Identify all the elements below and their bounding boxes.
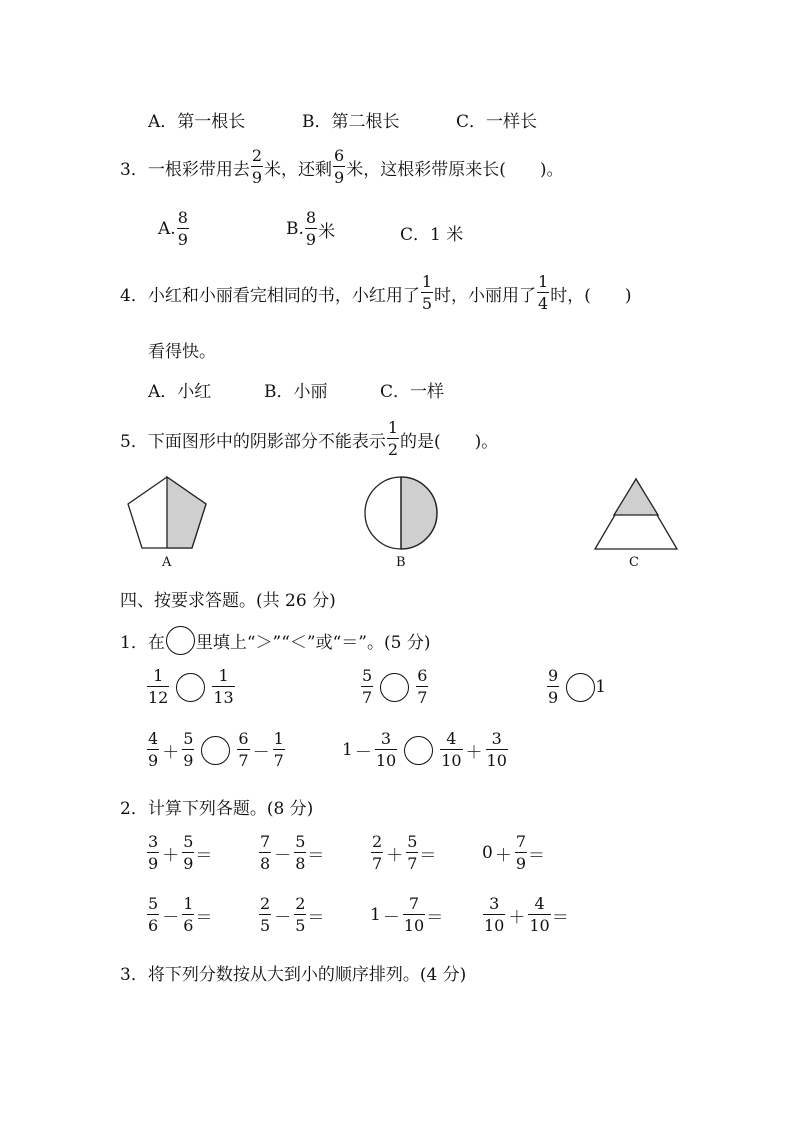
fraction: $\frac{6}{9}$: [334, 146, 345, 187]
calc-1-1: $\frac{3}{9}$ ＋ $\frac{5}{9}$ ＝: [148, 832, 213, 873]
compare-3: $\frac{9}{9}$ 1: [548, 666, 607, 707]
label-c: C: [629, 555, 639, 570]
question-number: 3．: [120, 159, 148, 180]
q4-option-c: C．一样: [380, 382, 445, 402]
q3-option-c: C．1 米: [400, 225, 464, 245]
q3-option-a: A. $\frac{8}{9}$: [158, 208, 188, 249]
compare-2: $\frac{5}{7}$ $\frac{6}{7}$: [362, 666, 428, 707]
calc-1-2: $\frac{7}{8}$ － $\frac{5}{8}$ ＝: [260, 832, 325, 873]
answer-circle-icon: [166, 626, 195, 655]
q2-option-b: B．第二根长: [302, 112, 400, 132]
question-number: 1．: [120, 633, 148, 653]
answer-circle-icon[interactable]: [404, 736, 433, 765]
answer-circle-icon[interactable]: [380, 673, 409, 702]
calc-2-1: $\frac{5}{6}$ － $\frac{1}{6}$ ＝: [148, 894, 213, 935]
question-5: 5． 下面图形中的阴影部分不能表示 $\frac{1}{2}$ 的是( )。: [120, 418, 499, 459]
question-number: 5．: [120, 431, 148, 452]
compare-1: $\frac{1}{12}$ $\frac{1}{13}$: [148, 666, 234, 707]
question-3: 3． 一根彩带用去 $\frac{2}{9}$ 米，还剩 $\frac{6}{9}$ 米，这根彩带原来长( )。: [120, 146, 564, 187]
answer-circle-icon[interactable]: [176, 673, 205, 702]
compare-4: $\frac{4}{9}$ ＋ $\frac{5}{9}$ $\frac{6}{7}$ － $\frac{1}{7}$: [148, 729, 284, 770]
pentagon-figure: [124, 474, 210, 554]
q2-option-c: C．一样长: [456, 112, 538, 132]
label-b: B: [396, 555, 406, 570]
s4-question-3: 3． 将下列分数按从大到小的顺序排列。(4 分): [120, 960, 466, 985]
compare-5: 1 － $\frac{3}{10}$ $\frac{4}{10}$ ＋ $\frac{3}{10}$: [342, 729, 507, 770]
s4-question-2: 2． 计算下列各题。(8 分): [120, 794, 313, 819]
q4-option-a: A．小红: [148, 382, 212, 402]
calc-2-3: 1 － $\frac{7}{10}$ ＝: [370, 894, 444, 935]
q3-option-b: B. $\frac{8}{9}$ 米: [286, 208, 336, 249]
fraction: $\frac{1}{4}$: [538, 272, 549, 313]
answer-circle-icon[interactable]: [566, 673, 595, 702]
question-number: 4．: [120, 285, 148, 306]
circle-figure: [362, 474, 440, 552]
question-number: 3．: [120, 965, 148, 985]
q4-line-2: 看得快。: [148, 342, 216, 362]
calc-1-4: 0 ＋ $\frac{7}{9}$ ＝: [482, 832, 546, 873]
section-4-title: 四、按要求答题。(共 26 分): [120, 591, 336, 611]
calc-2-4: $\frac{3}{10}$ ＋ $\frac{4}{10}$ ＝: [484, 894, 569, 935]
question-4: 4． 小红和小丽看完相同的书，小红用了 $\frac{1}{5}$ 时，小丽用了 $\frac{1}{4}$ 时，( ): [120, 272, 632, 313]
s4-question-1: 1． 在 里填上“＞”“＜”或“＝”。(5 分): [120, 626, 430, 655]
q2-option-a: A．第一根长: [148, 112, 246, 132]
fraction: $\frac{1}{5}$: [421, 272, 433, 313]
calc-2-2: $\frac{2}{5}$ － $\frac{2}{5}$ ＝: [260, 894, 325, 935]
calc-1-3: $\frac{2}{7}$ ＋ $\frac{5}{7}$ ＝: [372, 832, 437, 873]
label-a: A: [162, 555, 172, 570]
question-number: 2．: [120, 799, 148, 819]
triangle-figure: [592, 476, 680, 552]
fraction: $\frac{2}{9}$: [251, 146, 263, 187]
fraction: $\frac{1}{2}$: [387, 418, 399, 459]
answer-circle-icon[interactable]: [201, 736, 230, 765]
q4-option-b: B．小丽: [264, 382, 328, 402]
